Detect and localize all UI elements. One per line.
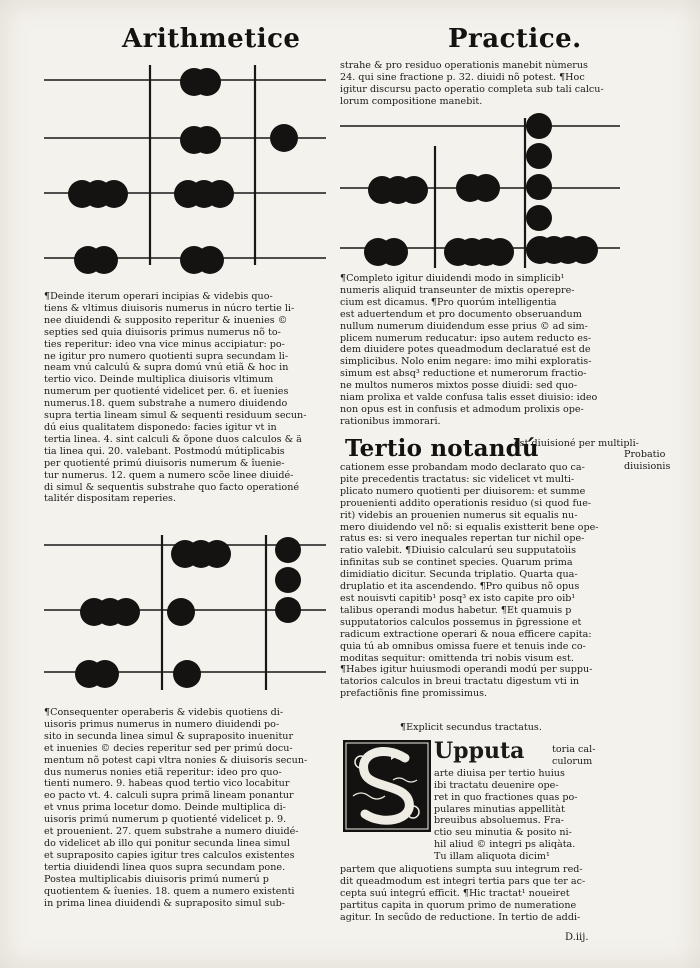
text-line: tur numerus. 12. quem a numero scõe linee diuidé- xyxy=(44,469,294,481)
text-line: ties reperitur: ideo vna vice minus accipiatur: po- xyxy=(44,338,285,350)
text-line: per quotienté primú diuisoris numerum & îuenie- xyxy=(44,457,285,469)
margin-note-line: diuisionis xyxy=(624,460,671,472)
text-line: est nouisvti capitib¹ posq³ ex isto capite pro oib¹ xyxy=(340,592,576,604)
text-line: sito in secunda linea simul & supraposito inuenitur xyxy=(44,730,294,742)
text-line: pulares minutias appellitàt xyxy=(434,803,565,815)
text-line: tertia diuidendi linea quos supra secundam pone. xyxy=(44,861,286,873)
decorated-initial-s xyxy=(343,740,431,832)
right-column-final xyxy=(340,864,622,924)
text-line: cationem esse probandam modo declarato quo ca- xyxy=(340,462,585,473)
text-line: quotientem & îuenies. 18. quem a numero existenti xyxy=(44,885,295,897)
text-line: eo pacto vt. 4. calculi supra primã lineam ponantur xyxy=(44,790,294,802)
text-line: niam prolixa et valde confusa talis esset diuisio: ideo xyxy=(340,392,598,404)
text-line: nullum numerum diuidendum esse prius © ad sim- xyxy=(340,320,588,332)
text-line: talibus operandi modus habetur. ¶Et quamuis p xyxy=(340,604,572,616)
text-line: arte diuisa per tertio huius xyxy=(434,767,565,779)
upputa-block xyxy=(434,744,624,863)
text-line: et prouenient. 27. quem substrahe a numero diuidé- xyxy=(44,826,299,838)
text-line: et vnus prima locetur domo. Deinde multiplica di- xyxy=(44,802,286,814)
text-line: ¶Deinde iterum operari incipias & videbis quo- xyxy=(44,291,273,302)
text-line: radicum extractione operari & noua efficere capita: xyxy=(340,628,592,640)
abacus-figure-3 xyxy=(44,530,326,700)
text-line: strahe & pro residuo operationis manebit nùmerus xyxy=(340,60,588,71)
text-line: do videlicet ab illo qui ponitur secunda linea simul xyxy=(44,837,290,849)
text-line: lorum compositione manebit. xyxy=(340,95,483,107)
text-line: culorum xyxy=(552,755,593,767)
text-line: igitur discursu pacto operatio completa sub tali calcu- xyxy=(340,83,604,95)
text-line: quia tú ab omnibus omissa fuere et tenuis inde co- xyxy=(340,640,586,652)
text-line: pite precedentis tractatus: sic videlicet vt multi- xyxy=(340,473,575,485)
text-line: infinitas sub se continet species. Quarum prima xyxy=(340,557,573,569)
running-head-right: Practice. xyxy=(448,24,582,54)
text-line: ¶Completo igitur diuidendi modo in simplicib¹ xyxy=(340,273,565,284)
text-line: non opus est in confusis et admodum prolixis ope- xyxy=(340,403,584,415)
text-line: druplatio et ita ascendendo. ¶Pro quibus nõ opus xyxy=(340,581,580,593)
running-head-left: Arithmetice xyxy=(122,24,301,54)
text-line: talitér dispositam reperies. xyxy=(44,493,177,505)
right-column-top xyxy=(340,60,622,108)
explicit-line xyxy=(400,722,620,734)
text-line: nee diuidendi & supposito reperitur & inuenies © xyxy=(44,314,288,326)
text-line: tertia linea. 4. sint calculi & õpone duos calculos & ä xyxy=(44,433,302,445)
text-line: numerum per quotienté videlicet per. 6. et îuenies xyxy=(44,386,289,398)
text-line: et supraposito capies igitur tres calculos existentes xyxy=(44,849,295,861)
text-line: tienti numero. 9. habeas quod tertio vico locabitur xyxy=(44,778,290,790)
text-line: partem que aliquotiens sumpta suu integrum red- xyxy=(340,864,583,875)
text-line: cepta suú integrú efficit. ¶Hic tractat¹ noueiret xyxy=(340,887,570,899)
text-line: ratus es: si vero inequales repertan tur nichil ope- xyxy=(340,533,585,545)
text-line: uisoris primus numerus in numero diuidendi po- xyxy=(44,718,280,730)
text-line: est aduertendum et pro documento obseruandum xyxy=(340,308,582,320)
text-line: partitus capita in quorum primo de numeratione xyxy=(340,899,577,911)
left-column-para-2 xyxy=(44,707,326,909)
text-line: tatorios calculos in breui tractatu digestum vti in xyxy=(340,676,580,688)
text-line: ¶Consequenter operaberis & videbis quotiens di- xyxy=(44,707,284,718)
text-line: Postea multiplicabis diuisoris primú numerú p xyxy=(44,873,269,885)
left-column-para-1 xyxy=(44,291,326,505)
text-line: simplicibus. Nolo enim negare: imo mihi exploratis- xyxy=(340,356,592,368)
text-line: ratio valebit. ¶Diuisio calcularú seu supputatoìis xyxy=(340,545,577,557)
text-line: ¶Explicit secundus tractatus. xyxy=(400,722,542,733)
text-line: tiens & vltimus diuisoris numerus in núcro tertie li- xyxy=(44,302,295,314)
text-line: mero diuidendo vel nõ: si equalis existterit bene ope- xyxy=(340,521,599,533)
text-line: ¶Habes igitur huiusmodi operandi modú per suppu- xyxy=(340,664,593,676)
text-line: septies sed quia diuisoris primus numerus nõ to- xyxy=(44,326,281,338)
text-line: ne igitur pro numero quotienti supra secundam li- xyxy=(44,350,289,362)
margin-note-line: Probatio xyxy=(624,449,666,460)
tertio-notandum-heading: Tertio notandú xyxy=(345,435,539,462)
text-line: supputatorios calculos possemus in p̃gressione et xyxy=(340,616,582,628)
text-line: dem diuidere potes queadmodum declaratué est de xyxy=(340,344,591,356)
text-line: dus numerus nonies etiã reperitur: ideo pro quo- xyxy=(44,766,282,778)
text-line: simum est absq³ reductione et numerorum fractio- xyxy=(340,368,587,380)
text-line: et inuenies © decies reperitur sed per primú docu- xyxy=(44,742,293,754)
text-line: neam vnú calculú & supra domú vnú etiã & hoc in xyxy=(44,362,289,374)
text-line: 24. qui sine fractione p. 32. diuidi nõ potest. ¶Hoc xyxy=(340,71,585,83)
text-line: breuibus absoluemus. Fra- xyxy=(434,815,564,827)
text-line: dit queadmodum est integri tertia pars que ter ac- xyxy=(340,875,586,887)
text-line: numerus.18. quem substrahe a numero diuidendo xyxy=(44,398,288,410)
text-line: dimidiatio dicitur. Secunda triplatio. Quarta qua- xyxy=(340,569,578,581)
abacus-figure-1 xyxy=(44,60,326,285)
text-line: tia linea qui. 20. valebant. Postmodú mútiplicabis xyxy=(44,445,285,457)
text-line: prefactiõnis fine promissimus. xyxy=(340,688,488,700)
signature-mark: D.iij. xyxy=(565,932,589,943)
text-line: hil aliud © integri ps aliqàta. xyxy=(434,839,576,851)
text-line: Tu illam aliquota dicim¹ xyxy=(434,851,550,863)
text-line: rationibus immorari. xyxy=(340,415,441,427)
text-line: agitur. In secũdo de reductione. In tertio de addi- xyxy=(340,911,581,923)
text-line: plicem numerum reducatur: ipso autem reducto es- xyxy=(340,332,592,344)
text-line: rit) videbis an prouenien numerus sit equalis nu- xyxy=(340,509,578,521)
text-line: ibi tractatu deuenire ope- xyxy=(434,779,559,791)
text-line: est diuisioné per multipli- xyxy=(514,438,639,449)
text-line: ret in quo fractiones quas po- xyxy=(434,791,578,803)
text-line: in prima linea diuidendi & supraposito simul sub- xyxy=(44,897,286,909)
text-line: prouenienti addito operationis residuo (si quod fue- xyxy=(340,497,592,509)
text-line: cium est dicamus. ¶Pro quorúm intelligentia xyxy=(340,296,557,308)
text-line: toria cal- xyxy=(552,744,596,755)
text-line: ctio seu minutia & posito ni- xyxy=(434,827,572,839)
text-line: uisoris primú numerum p quotienté videlicet p. 9. xyxy=(44,814,287,826)
tertio-first-line xyxy=(514,438,639,450)
text-line: dú eius qualitatem disponedo: facies igitur vt in xyxy=(44,421,277,433)
upputa-heading: Upputa xyxy=(434,738,525,764)
text-line: di simul & sequentis substrahe quo facto operationé xyxy=(44,481,300,493)
right-column-para-completo xyxy=(340,273,622,428)
text-line: tertio vico. Deinde multiplica diuisoris vltimum xyxy=(44,374,274,386)
text-line: mentum nõ potest capi vltra nonies & diuisoris secun- xyxy=(44,754,308,766)
text-line: ne multos numeros mixtos posse diuidi: sed quo- xyxy=(340,380,578,392)
abacus-figure-2 xyxy=(340,108,620,273)
text-line: supra tertia lineam simul & sequenti residuum secun- xyxy=(44,410,307,422)
text-line: moditas sequitur: omittenda tri nobis visum est. xyxy=(340,652,574,664)
text-line: numeris aliquid transeunter de mixtis operepre- xyxy=(340,284,575,296)
margin-note xyxy=(624,449,670,472)
right-column-para-tertio xyxy=(340,462,622,700)
text-line: plicato numero quotienti per diuisorem: et summe xyxy=(340,485,586,497)
